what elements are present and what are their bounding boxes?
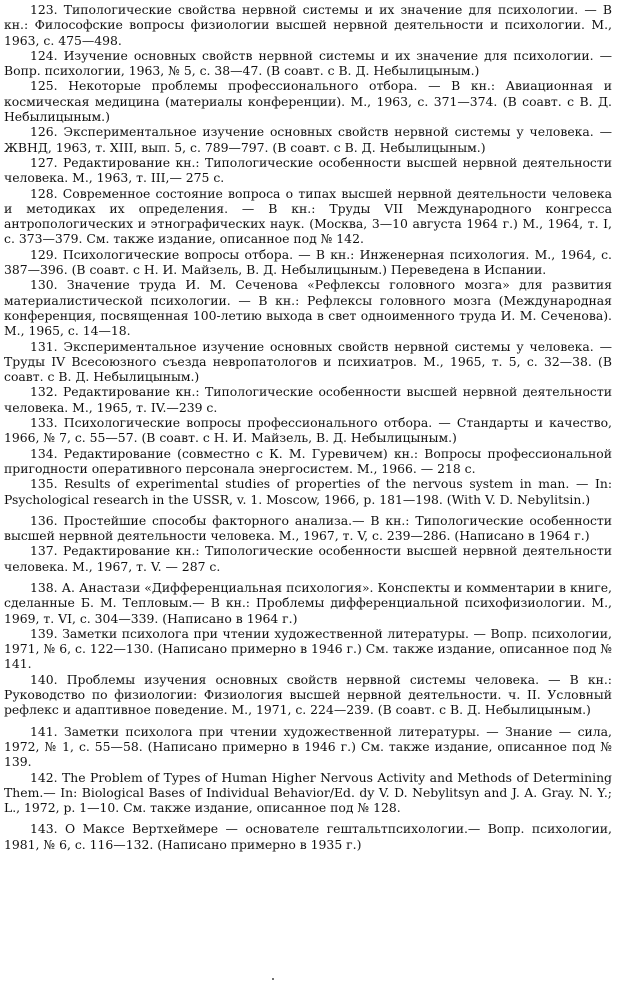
entry-123: 123. Типологические свойства нервной системы и их значение для психологии. — В кн.: Философские вопросы физиологии высшей нервной деятельности и психологии. М., 1963, с. 475—498. bbox=[4, 2, 612, 48]
entry-132: 132. Редактирование кн.: Типологические особенности высшей нервной деятельности человека. М., 1965, т. IV.—239 с. bbox=[4, 384, 612, 415]
print-speck bbox=[272, 978, 274, 980]
entry-128: 128. Современное состояние вопроса о типах высшей нервной деятельности человека и методиках их определения. — В кн.: Труды VII Международного конгресса антропологических и этнографических наук. (Москва, 3—10 августа 1964 г.) М., 1964, т. I, с. 373—379. См. также издание, описанное под № 142. bbox=[4, 185, 612, 247]
entry-141: 141. Заметки психолога при чтении художественной литературы. — Знание — сила, 1972, № 1, с. 55—58. (Написано примерно в 1946 г.) См. также издание, описанное под № 139. bbox=[4, 723, 612, 770]
entry-135: 135. Results of experimental studies of properties of the nervous system in man. — In: Psychological research in the USSR, v. 1. Moscow, 1966, p. 181—198. (With V. D. Nebylitsin.) bbox=[4, 476, 612, 507]
entry-126: 126. Экспериментальное изучение основных свойств нервной системы у человека. — ЖВНД, 1963, т. XIII, вып. 5, с. 789—797. (В соавт. с В. Д. Небылицыным.) bbox=[4, 124, 612, 155]
entry-138: 138. А. Анастази «Дифференциальная психология». Конспекты и комментарии в книге, сделанные Б. М. Тепловым.— В кн.: Проблемы дифференциальной психофизиологии. М., 1969, т. VI, с. 304—339. (Написано в 1964 г.) bbox=[4, 579, 612, 626]
bibliography-page bbox=[4, 2, 612, 852]
entry-129: 129. Психологические вопросы отбора. — В кн.: Инженерная психология. М., 1964, с. 387—396. (В соавт. с Н. И. Майзель, В. Д. Небылицыным.) Переведена в Испании. bbox=[4, 246, 612, 278]
entry-140: 140. Проблемы изучения основных свойств нервной системы человека. — В кн.: Руководство по физиологии: Физиология высшей нервной деятельности. ч. II. Условный рефлекс и адаптивное поведение. М., 1971, с. 224—239. (В соавт. с В. Д. Небылицыным.) bbox=[4, 671, 612, 718]
entry-136: 136. Простейшие способы факторного анализа.— В кн.: Типологические особенности высшей нервной деятельности человека. М., 1967, т. V, с. 239—286. (Написано в 1964 г.) bbox=[4, 512, 612, 544]
entry-133: 133. Психологические вопросы профессионального отбора. — Стандарты и качество, 1966, № 7, с. 55—57. (В соавт. с Н. И. Майзель, В. Д. Небылицыным.) bbox=[4, 415, 612, 446]
entry-143: 143. О Максе Вертхеймере — основателе гештальтпсихологии.— Вопр. психологии, 1981, № 6, с. 116—132. (Написано примерно в 1935 г.) bbox=[4, 821, 612, 852]
entry-124: 124. Изучение основных свойств нервной системы и их значение для психологии. — Вопр. психологии, 1963, № 5, с. 38—47. (В соавт. с В. Д. Небылицыным.) bbox=[4, 47, 612, 79]
entry-139: 139. Заметки психолога при чтении художественной литературы. — Вопр. психологии, 1971, № 6, с. 122—130. (Написано примерно в 1946 г.) См. также издание, описанное под № 141. bbox=[4, 625, 612, 672]
entry-134: 134. Редактирование (совместно с К. М. Гуревичем) кн.: Вопросы профессиональной пригодности оперативного персонала энергосистем. М., 1966. — 218 с. bbox=[4, 445, 612, 476]
entry-127: 127. Редактирование кн.: Типологические особенности высшей нервной деятельности человека. М., 1963, т. III,— 275 с. bbox=[4, 154, 612, 186]
entry-130: 130. Значение труда И. М. Сеченова «Рефлексы головного мозга» для развития материалистической психологии. — В кн.: Рефлексы головного мозга (Международная конференция, посвященная 100-летию выхода в свет одноименного труда И. М. Сеченова). М., 1965, с. 14—18. bbox=[4, 277, 612, 339]
entry-125: 125. Некоторые проблемы профессионального отбора. — В кн.: Авиационная и космическая медицина (материалы конференции). М., 1963, с. 371—374. (В соавт. с В. Д. Небылицыным.) bbox=[4, 78, 612, 125]
entry-142: 142. The Problem of Types of Human Higher Nervous Activity and Methods of Determining Them.— In: Biological Bases of Individual Behavior/Ed. dy V. D. Nebylitsyn and J. A. Gray. N. Y.; L., 1972, p. 1—10. См. также издание, описанное под № 128. bbox=[4, 769, 612, 816]
entry-137: 137. Редактирование кн.: Типологические особенности высшей нервной деятельности человека. М., 1967, т. V. — 287 с. bbox=[4, 543, 612, 574]
entry-131: 131. Экспериментальное изучение основных свойств нервной системы у человека. — Труды IV Всесоюзного съезда невропатологов и психиатров. М., 1965, т. 5, с. 32—38. (В соавт. с В. Д. Небылицыным.) bbox=[4, 338, 612, 385]
